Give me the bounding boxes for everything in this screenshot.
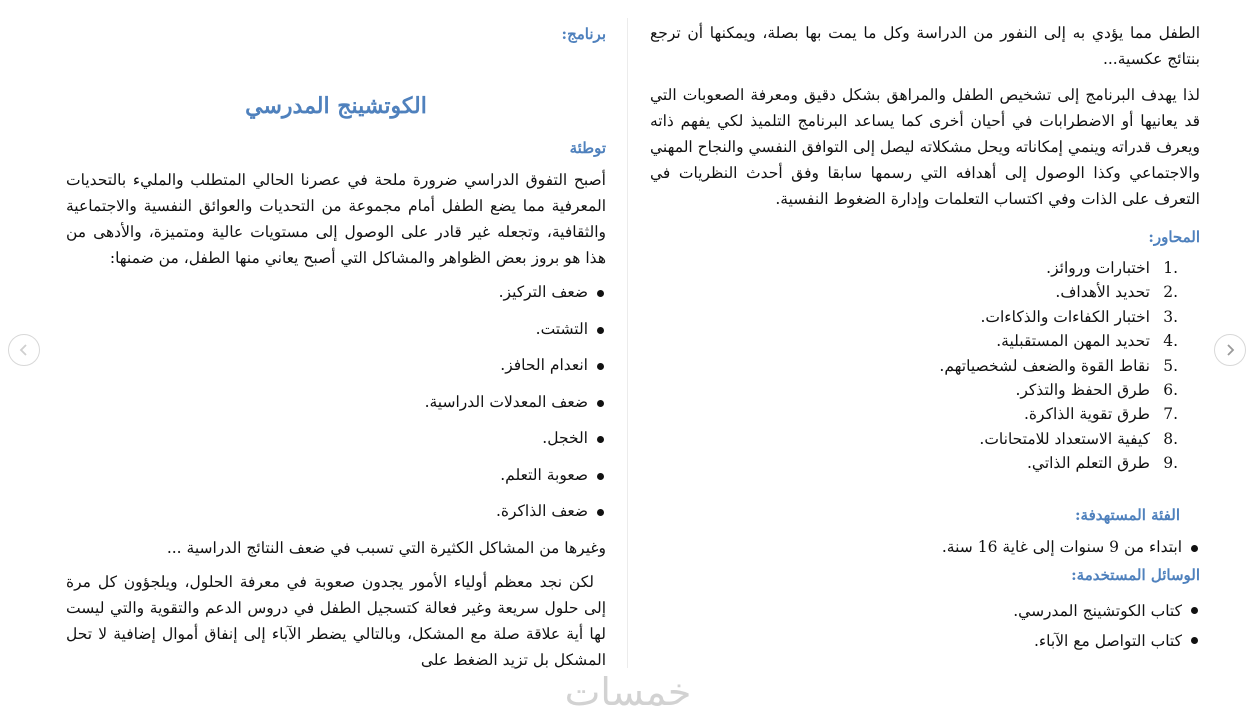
axis-text: تحديد الأهداف.	[1055, 283, 1150, 302]
axis-item	[650, 305, 1178, 329]
watermark: خمسات	[564, 670, 692, 714]
list-item: ضعف التركيز.	[66, 279, 606, 305]
axis-number: 8.	[1163, 429, 1178, 448]
chevron-left-icon	[17, 343, 31, 357]
page-title: الكوتشينج المدرسي	[245, 93, 427, 119]
problems-list	[66, 279, 606, 524]
axis-number: 3.	[1163, 307, 1178, 326]
list-item: التشتت.	[66, 316, 606, 342]
axis-item	[650, 354, 1178, 378]
list-item: ضعف المعدلات الدراسية.	[66, 389, 606, 415]
after-list-text: وغيرها من المشاكل الكثيرة التي تسبب في ضعف النتائج الدراسية ...	[166, 538, 606, 557]
list-item: ابتداء من 9 سنوات إلى غاية 16 سنة.	[650, 534, 1200, 560]
program-label: برنامج:	[561, 25, 606, 43]
axes-heading: المحاور:	[1148, 228, 1200, 246]
axis-text: طرق الحفظ والتذكر.	[1015, 380, 1150, 399]
left-page	[66, 0, 606, 673]
axes-list	[650, 256, 1178, 476]
intro-paragraph: أصبح التفوق الدراسي ضرورة ملحة في عصرنا الحالي المتطلب والمليء بالتحديات المعرفية مما يضع الطفل أمام مجموعة من التحديات والعوائق النفسية والاجتماعية والثقافية، وتجعله غير قادر على الوصول إلى مستويات عالية ومتميزة، والأدهى من هذا هو بروز بعض الظواهر والمشاكل التي أصبح يعاني منها الطفل، من ضمنها:	[66, 171, 606, 267]
axis-text: نقاط القوة والضعف لشخصياتهم.	[939, 356, 1150, 375]
axis-number: 1.	[1163, 259, 1178, 277]
chevron-right-icon	[1223, 343, 1237, 357]
axis-item	[650, 280, 1178, 304]
axis-number: 5.	[1163, 356, 1178, 375]
axis-text: تحديد المهن المستقبلية.	[996, 332, 1150, 351]
next-page-button[interactable]	[1214, 334, 1246, 366]
axis-item	[650, 329, 1178, 353]
page-divider	[627, 18, 628, 668]
axis-text: طرق التعلم الذاتي.	[1026, 454, 1150, 473]
right-page	[650, 0, 1200, 656]
intro-heading: توطئة	[569, 139, 606, 157]
list-item: صعوبة التعلم.	[66, 462, 606, 488]
axis-text: طرق تقوية الذاكرة.	[1023, 405, 1150, 424]
axis-text: اختبارات وروائز.	[1046, 259, 1150, 277]
axis-text: اختبار الكفاءات والذكاءات.	[980, 307, 1150, 326]
parents-paragraph: لكن نجد معظم أولياء الأمور يجدون صعوبة في معرفة الحلول، ويلجؤون كل مرة إلى حلول سريعة وغير فعالة كتسجيل الطفل في دروس الدعم والتقوية والتي ليست لها أية علاقة صلة مع المشكل، وبالتالي يضطر الآباء إلى إنفاق أموال إضافية لا تحل المشكل بل تزيد الضغط على	[66, 572, 606, 669]
continuation-paragraph: الطفل مما يؤدي به إلى النفور من الدراسة وكل ما يمت بها بصلة، ويمكنها أن ترجع بنتائج عكسية...	[650, 24, 1200, 68]
axis-number: 6.	[1163, 380, 1178, 399]
list-item: ضعف الذاكرة.	[66, 498, 606, 524]
axis-text: كيفية الاستعداد للامتحانات.	[979, 429, 1150, 448]
axis-number: 4.	[1163, 332, 1178, 351]
target-heading: الفئة المستهدفة:	[1075, 505, 1180, 524]
axis-item	[650, 451, 1178, 475]
list-item: الخجل.	[66, 425, 606, 451]
list-item: انعدام الحافز.	[66, 352, 606, 378]
list-item: كتاب الكوتشينج المدرسي.	[650, 596, 1200, 626]
target-list	[650, 534, 1200, 560]
list-item: كتاب التواصل مع الآباء.	[650, 626, 1200, 656]
means-list	[650, 596, 1200, 656]
means-heading: الوسائل المستخدمة:	[1071, 565, 1200, 584]
axis-item	[650, 402, 1178, 426]
axis-item	[650, 427, 1178, 451]
goal-paragraph: لذا يهدف البرنامج إلى تشخيص الطفل والمراهق بشكل دقيق ومعرفة الصعوبات التي قد يعانيها أو الاضطرابات في أحيان أخرى كما يساعد البرنامج التلميذ لكي يفهم ذاته ويعرف قدراته وينمي إمكاناته ويحل مشكلاته ليصل إلى التوافق النفسي والنجاح المهني والاجتماعي وكذا الوصول إلى أهدافه التي رسمها سابقا وفق أحدث النظريات في التعرف على الذات وفي اكتساب التعلمات وإدارة الضغوط النفسية.	[650, 86, 1200, 208]
axis-number: 7.	[1163, 405, 1178, 424]
axis-item	[650, 378, 1178, 402]
axis-item	[650, 256, 1178, 280]
previous-page-button[interactable]	[8, 334, 40, 366]
axis-number: 2.	[1163, 283, 1178, 302]
axis-number: 9.	[1163, 454, 1178, 473]
